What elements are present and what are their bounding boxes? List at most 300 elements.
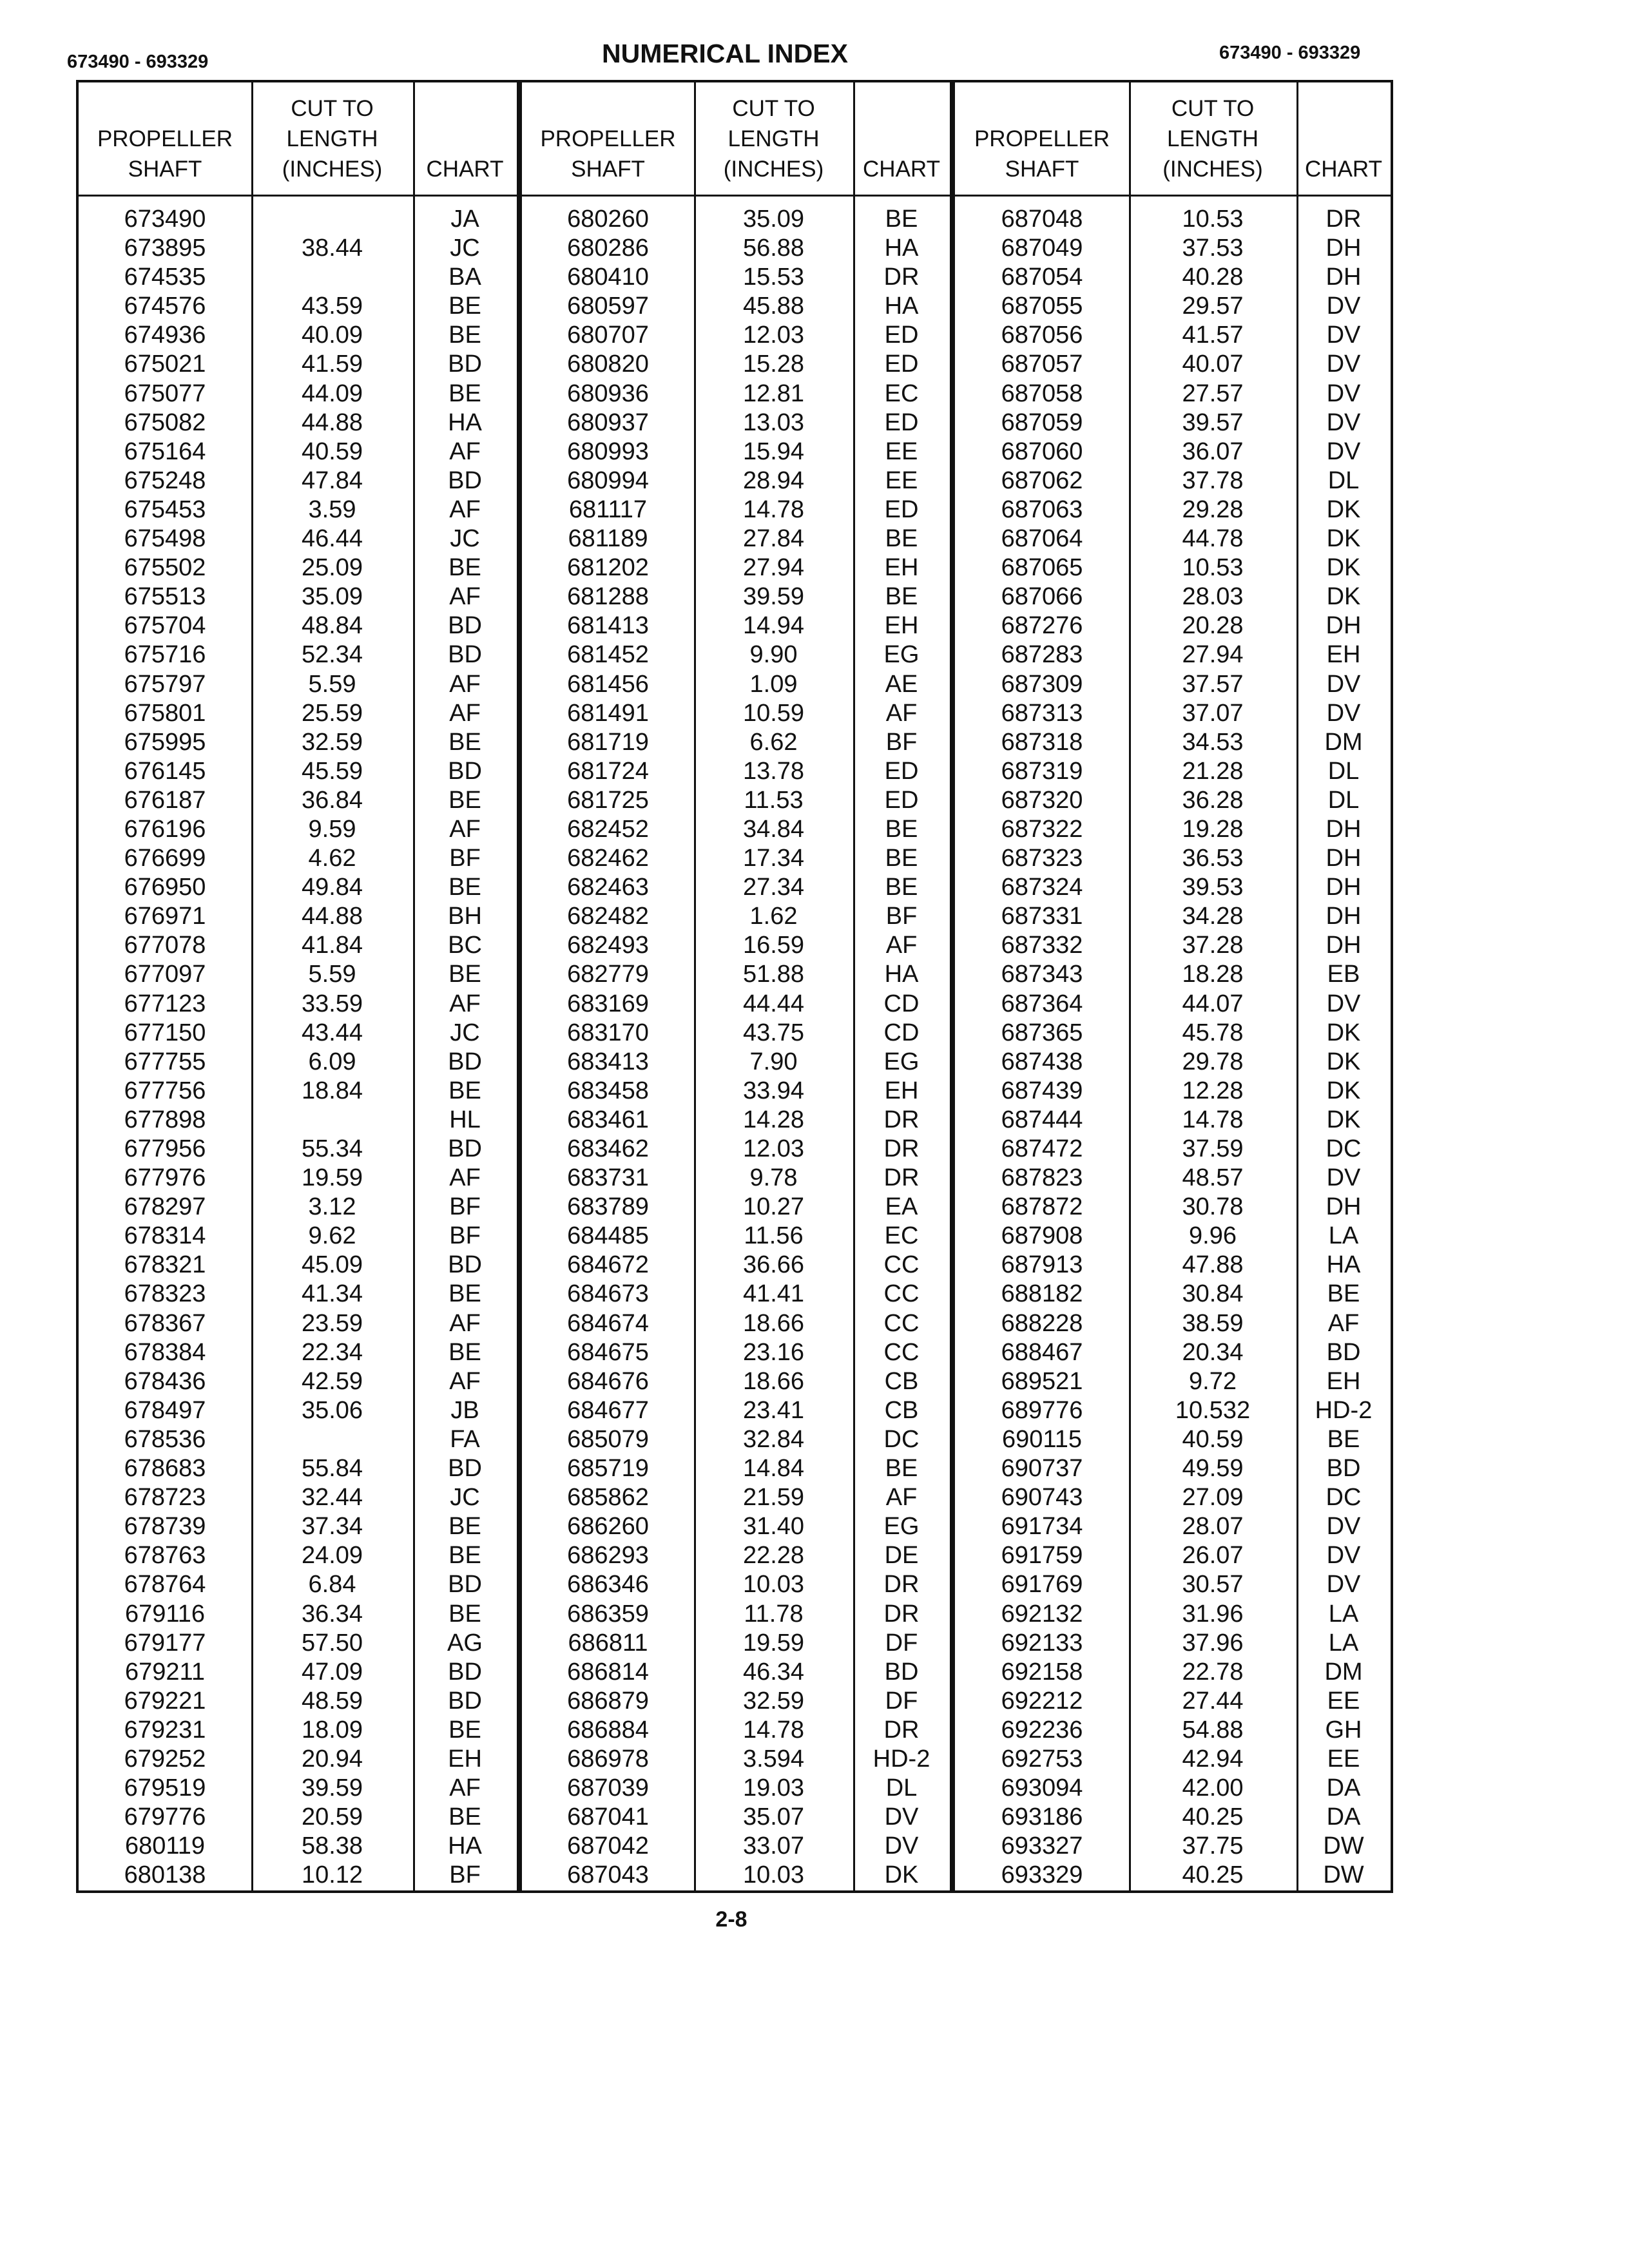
propeller-shaft-cell: 677976 [124, 1164, 206, 1192]
cut-to-length-cell: 1.62 [749, 903, 798, 930]
propeller-shaft-cell: 680993 [567, 437, 649, 465]
propeller-shaft-cell: 673895 [124, 235, 206, 262]
propeller-shaft-cell: 678367 [124, 1309, 206, 1337]
chart-cell: HA [884, 293, 919, 320]
chart-cell: DL [885, 1774, 918, 1802]
chart-cell: JB [450, 1396, 479, 1424]
chart-cell: BE [448, 1803, 481, 1831]
chart-cell: DF [885, 1629, 918, 1657]
cut-to-length-cell: 27.34 [742, 874, 805, 901]
cut-to-length-cell: 10.03 [742, 1571, 805, 1599]
chart-cell: BA [448, 264, 481, 291]
column-cut-to-length [694, 205, 853, 1890]
chart-cell: DV [1326, 1513, 1361, 1541]
propeller-shaft-cell: 674576 [124, 293, 206, 320]
cut-to-length-cell: 19.28 [1182, 815, 1244, 843]
propeller-shaft-cell: 687444 [1001, 1106, 1083, 1133]
chart-cell: BE [448, 874, 481, 901]
chart-cell: BE [448, 1513, 481, 1541]
propeller-shaft-cell: 678321 [124, 1251, 206, 1279]
cut-to-length-cell: 30.78 [1182, 1193, 1244, 1221]
propeller-shaft-cell: 687318 [1001, 728, 1083, 756]
cut-to-length-cell: 48.59 [301, 1687, 363, 1715]
chart-cell: BE [448, 1338, 481, 1366]
chart-cell: DV [1326, 670, 1361, 698]
cut-to-length-cell: 18.28 [1182, 961, 1244, 988]
propeller-shaft-cell: 690737 [1001, 1455, 1083, 1483]
header-chart: CHART [1305, 157, 1382, 182]
cut-to-length-cell: 40.59 [301, 437, 363, 465]
cut-to-length-cell: 33.07 [742, 1832, 805, 1860]
propeller-shaft-cell: 679221 [124, 1687, 206, 1715]
chart-cell: DR [883, 1135, 920, 1162]
cut-to-length-cell: 28.03 [1182, 583, 1244, 611]
chart-cell: DW [1323, 1832, 1364, 1860]
cut-to-length-cell: 14.78 [742, 1716, 805, 1744]
chart-cell: DV [1326, 990, 1361, 1017]
cut-to-length-cell: 42.00 [1182, 1774, 1244, 1802]
propeller-shaft-cell: 681724 [567, 757, 649, 785]
propeller-shaft-cell: 687438 [1001, 1048, 1083, 1075]
propeller-shaft-cell: 675797 [124, 670, 206, 698]
cut-to-length-cell: 58.38 [301, 1832, 363, 1860]
column-propeller-shaft [955, 205, 1129, 1890]
cut-to-length-cell: 36.66 [742, 1251, 805, 1279]
chart-cell: BE [885, 525, 918, 553]
chart-cell: EH [884, 1077, 919, 1104]
chart-cell: DH [1325, 264, 1362, 291]
cut-to-length-cell: 15.53 [742, 264, 805, 291]
cut-to-length-cell: 30.84 [1182, 1280, 1244, 1308]
cut-to-length-cell: 27.94 [1182, 641, 1244, 669]
chart-cell: ED [884, 786, 919, 814]
chart-cell: BE [448, 1716, 481, 1744]
chart-cell: LA [1328, 1222, 1359, 1250]
cut-to-length-cell: 27.94 [742, 554, 805, 582]
cut-to-length-cell [251, 205, 413, 234]
cut-to-length-cell: 5.59 [308, 670, 356, 698]
cut-to-length-cell: 41.34 [301, 1280, 363, 1308]
cut-to-length-cell: 28.94 [742, 466, 805, 494]
cut-to-length-cell: 23.16 [742, 1338, 805, 1366]
cut-to-length-cell: 35.09 [301, 583, 363, 611]
propeller-shaft-cell: 680119 [125, 1832, 205, 1860]
propeller-shaft-cell: 687065 [1001, 554, 1083, 582]
propeller-shaft-cell: 678723 [124, 1484, 206, 1512]
chart-cell: BF [449, 1222, 481, 1250]
chart-cell: EH [884, 612, 919, 640]
propeller-shaft-cell: 678497 [124, 1396, 206, 1424]
cut-to-length-cell: 12.81 [742, 380, 805, 407]
chart-cell: DA [1326, 1774, 1361, 1802]
propeller-shaft-cell: 679177 [124, 1629, 206, 1657]
cut-to-length-cell: 9.59 [308, 815, 356, 843]
propeller-shaft-cell: 693094 [1001, 1774, 1083, 1802]
propeller-shaft-cell: 689776 [1001, 1396, 1083, 1424]
propeller-shaft-cell: 686359 [567, 1600, 649, 1628]
propeller-shaft-cell: 687049 [1001, 235, 1083, 262]
propeller-shaft-cell: 687343 [1001, 961, 1083, 988]
chart-cell: BD [1326, 1338, 1361, 1366]
propeller-shaft-cell: 687055 [1001, 293, 1083, 320]
chart-cell: BE [1327, 1425, 1360, 1453]
propeller-shaft-cell: 687324 [1001, 874, 1083, 901]
propeller-shaft-cell: 687058 [1001, 380, 1083, 407]
chart-cell: GH [1325, 1716, 1362, 1744]
cut-to-length-cell: 39.59 [301, 1774, 363, 1802]
page-title: NUMERICAL INDEX [602, 39, 848, 68]
cut-to-length-cell: 12.03 [742, 322, 805, 349]
column-propeller-shaft [522, 205, 694, 1890]
propeller-shaft-cell: 680410 [567, 264, 649, 291]
chart-cell: AF [449, 699, 481, 727]
chart-cell: AF [885, 932, 918, 959]
chart-cell: CC [883, 1309, 920, 1337]
propeller-shaft-cell: 681491 [567, 699, 649, 727]
cut-to-length-cell: 45.78 [1182, 1019, 1244, 1046]
propeller-shaft-cell: 673490 [124, 206, 206, 233]
cut-to-length-cell: 27.09 [1182, 1484, 1244, 1512]
cut-to-length-cell: 34.84 [742, 815, 805, 843]
column-cut-to-length [251, 205, 413, 1890]
cut-to-length-cell: 40.25 [1182, 1861, 1244, 1889]
chart-cell: BD [448, 1251, 482, 1279]
propeller-shaft-cell: 687913 [1001, 1251, 1083, 1279]
propeller-shaft-cell: 675716 [124, 641, 206, 669]
chart-cell: DE [884, 1542, 919, 1570]
chart-cell: DR [883, 1716, 920, 1744]
chart-cell: AF [885, 699, 918, 727]
cut-to-length-cell: 18.84 [301, 1077, 363, 1104]
propeller-shaft-cell: 675498 [124, 525, 206, 553]
propeller-shaft-cell: 676699 [124, 845, 206, 872]
cut-to-length-cell: 29.28 [1182, 495, 1244, 523]
cut-to-length-cell: 14.94 [742, 612, 805, 640]
chart-cell: EA [885, 1193, 918, 1221]
cut-to-length-cell: 51.88 [742, 961, 805, 988]
chart-cell: DL [1327, 466, 1360, 494]
cut-to-length-cell: 15.28 [742, 351, 805, 378]
cut-to-length-cell: 3.59 [308, 495, 356, 523]
header-cut-to-length: CUT TO LENGTH (INCHES) [723, 96, 824, 182]
chart-cell: AF [885, 1484, 918, 1512]
chart-cell: DK [1326, 1048, 1361, 1075]
propeller-shaft-cell: 691734 [1001, 1513, 1083, 1541]
propeller-shaft-cell: 687276 [1001, 612, 1083, 640]
block-divider [950, 82, 955, 1890]
chart-cell: BD [448, 1571, 482, 1599]
cut-to-length-cell: 34.53 [1182, 728, 1244, 756]
chart-cell: BE [448, 293, 481, 320]
header-cut-to-length: CUT TO LENGTH (INCHES) [1162, 96, 1263, 182]
propeller-shaft-cell: 678436 [124, 1367, 206, 1395]
propeller-shaft-cell: 687323 [1001, 845, 1083, 872]
cut-to-length-cell: 35.06 [301, 1396, 363, 1424]
propeller-shaft-cell: 675453 [124, 495, 206, 523]
cut-to-length-cell: 35.09 [742, 206, 805, 233]
chart-cell: DL [1327, 786, 1360, 814]
chart-cell: EE [1327, 1687, 1360, 1715]
propeller-shaft-cell: 685079 [567, 1425, 649, 1453]
propeller-shaft-cell: 683170 [567, 1019, 649, 1046]
propeller-shaft-cell: 687872 [1001, 1193, 1083, 1221]
propeller-shaft-cell: 680286 [567, 235, 649, 262]
propeller-shaft-cell: 688467 [1001, 1338, 1083, 1366]
cut-to-length-cell: 57.50 [301, 1629, 363, 1657]
cut-to-length-cell: 32.84 [742, 1425, 805, 1453]
chart-cell: DM [1324, 728, 1363, 756]
header-divider [79, 195, 1391, 197]
chart-cell: DF [885, 1687, 918, 1715]
chart-cell: BE [448, 322, 481, 349]
chart-cell: AF [449, 1774, 481, 1802]
cut-to-length-cell: 44.07 [1182, 990, 1244, 1017]
chart-cell: AG [447, 1629, 483, 1657]
chart-cell: DK [1326, 1019, 1361, 1046]
chart-cell: DH [1325, 932, 1362, 959]
propeller-shaft-cell: 675077 [124, 380, 206, 407]
propeller-shaft-cell: 687063 [1001, 495, 1083, 523]
cut-to-length-cell: 10.03 [742, 1861, 805, 1889]
cut-to-length-cell: 23.59 [301, 1309, 363, 1337]
propeller-shaft-cell: 680936 [567, 380, 649, 407]
propeller-shaft-cell: 688228 [1001, 1309, 1083, 1337]
propeller-shaft-cell: 692133 [1001, 1629, 1083, 1657]
cut-to-length-cell: 33.59 [301, 990, 363, 1017]
cut-to-length-cell: 29.57 [1182, 293, 1244, 320]
propeller-shaft-cell: 687309 [1001, 670, 1083, 698]
propeller-shaft-cell: 687043 [567, 1861, 649, 1889]
chart-cell: EC [884, 380, 919, 407]
chart-cell: AF [1327, 1309, 1360, 1337]
chart-cell: BE [448, 1280, 481, 1308]
chart-cell: DK [1326, 495, 1361, 523]
chart-cell: DV [1326, 293, 1361, 320]
chart-cell: AF [449, 990, 481, 1017]
chart-cell: BD [448, 1687, 482, 1715]
chart-cell: HA [884, 235, 919, 262]
propeller-shaft-cell: 687319 [1001, 757, 1083, 785]
cut-to-length-cell: 48.84 [301, 612, 363, 640]
header-chart: CHART [426, 157, 504, 182]
chart-cell: JC [450, 525, 480, 553]
cut-to-length-cell: 6.09 [308, 1048, 356, 1075]
chart-cell: AF [449, 670, 481, 698]
propeller-shaft-cell: 684485 [567, 1222, 649, 1250]
chart-cell: BD [884, 1658, 919, 1686]
propeller-shaft-cell: 687322 [1001, 815, 1083, 843]
propeller-shaft-cell: 687060 [1001, 437, 1083, 465]
chart-cell: AF [449, 815, 481, 843]
cut-to-length-cell: 25.09 [301, 554, 363, 582]
chart-cell: BE [448, 380, 481, 407]
cut-to-length-cell: 42.94 [1182, 1745, 1244, 1773]
chart-cell: DH [1325, 235, 1362, 262]
cut-to-length-cell: 19.59 [301, 1164, 363, 1192]
propeller-shaft-cell: 675021 [124, 351, 206, 378]
propeller-shaft-cell: 677078 [124, 932, 206, 959]
chart-cell: HA [448, 1832, 482, 1860]
chart-cell: BD [448, 1658, 482, 1686]
cut-to-length-cell: 10.59 [742, 699, 805, 727]
propeller-shaft-cell: 687041 [567, 1803, 649, 1831]
cut-to-length-cell: 10.27 [742, 1193, 805, 1221]
chart-cell: DV [1326, 1542, 1361, 1570]
chart-cell: BD [448, 1455, 482, 1483]
cut-to-length-cell: 19.03 [742, 1774, 805, 1802]
propeller-shaft-cell: 682452 [567, 815, 649, 843]
chart-cell: HD-2 [1315, 1396, 1373, 1424]
chart-cell: DR [883, 1571, 920, 1599]
column-chart [413, 205, 517, 1890]
propeller-shaft-cell: 684675 [567, 1338, 649, 1366]
chart-cell: DV [1326, 380, 1361, 407]
chart-cell: BD [448, 1135, 482, 1162]
propeller-shaft-cell: 686811 [568, 1629, 648, 1657]
propeller-shaft-cell: 676950 [124, 874, 206, 901]
chart-cell: DK [1326, 583, 1361, 611]
propeller-shaft-cell: 686814 [567, 1658, 649, 1686]
chart-cell: CD [883, 990, 920, 1017]
chart-cell: BE [448, 728, 481, 756]
chart-cell: CB [884, 1367, 919, 1395]
chart-cell: EH [448, 1745, 482, 1773]
chart-cell: CD [883, 1019, 920, 1046]
propeller-shaft-cell: 675164 [124, 437, 206, 465]
header-propeller-shaft: PROPELLER SHAFT [97, 126, 233, 182]
chart-cell: HL [449, 1106, 481, 1133]
propeller-shaft-cell: 678323 [124, 1280, 206, 1308]
cut-to-length-cell: 39.53 [1182, 874, 1244, 901]
cut-to-length-cell: 45.09 [301, 1251, 363, 1279]
chart-cell: HD-2 [872, 1745, 930, 1773]
chart-cell: DR [883, 1600, 920, 1628]
chart-cell: JC [450, 1019, 480, 1046]
cut-to-length-cell: 37.53 [1182, 235, 1244, 262]
cut-to-length-cell: 44.78 [1182, 525, 1244, 553]
cut-to-length-cell: 41.57 [1182, 322, 1244, 349]
propeller-shaft-cell: 687823 [1001, 1164, 1083, 1192]
chart-cell: FA [450, 1425, 480, 1453]
propeller-shaft-cell: 683462 [567, 1135, 649, 1162]
propeller-shaft-cell: 687066 [1001, 583, 1083, 611]
cut-to-length-cell: 37.34 [301, 1513, 363, 1541]
chart-cell: JC [450, 1484, 480, 1512]
propeller-shaft-cell: 683789 [567, 1193, 649, 1221]
cut-to-length-cell: 20.59 [301, 1803, 363, 1831]
propeller-shaft-cell: 677898 [124, 1106, 206, 1133]
propeller-shaft-cell: 675248 [124, 466, 206, 494]
chart-cell: DV [1326, 322, 1361, 349]
propeller-shaft-cell: 681202 [567, 554, 649, 582]
cut-to-length-cell: 4.62 [308, 845, 356, 872]
propeller-shaft-cell: 684672 [567, 1251, 649, 1279]
propeller-shaft-cell: 684676 [567, 1367, 649, 1395]
cut-to-length-cell: 42.59 [301, 1367, 363, 1395]
cut-to-length-cell: 9.96 [1189, 1222, 1237, 1250]
chart-cell: BD [448, 641, 482, 669]
chart-cell: BE [448, 1077, 481, 1104]
chart-cell: BE [885, 845, 918, 872]
chart-cell: DK [1326, 1077, 1361, 1104]
chart-cell: BD [448, 466, 482, 494]
cut-to-length-cell: 47.84 [301, 466, 363, 494]
propeller-shaft-cell: 680994 [567, 466, 649, 494]
cut-to-length-cell: 49.84 [301, 874, 363, 901]
cut-to-length-cell: 20.28 [1182, 612, 1244, 640]
cut-to-length-cell: 39.57 [1182, 408, 1244, 436]
cut-to-length-cell: 5.59 [308, 961, 356, 988]
column-propeller-shaft [79, 205, 251, 1890]
cut-to-length-cell: 40.28 [1182, 264, 1244, 291]
cut-to-length-cell: 14.28 [742, 1106, 805, 1133]
propeller-shaft-cell: 689521 [1001, 1367, 1083, 1395]
cut-to-length-cell [251, 263, 413, 292]
chart-cell: BD [448, 1048, 482, 1075]
propeller-shaft-cell: 688182 [1001, 1280, 1083, 1308]
propeller-shaft-cell: 692753 [1001, 1745, 1083, 1773]
chart-cell: AE [885, 670, 918, 698]
propeller-shaft-cell: 693327 [1001, 1832, 1083, 1860]
cut-to-length-cell: 36.53 [1182, 845, 1244, 872]
cut-to-length-cell: 43.44 [301, 1019, 363, 1046]
chart-cell: LA [1328, 1600, 1359, 1628]
header-range-right: 673490 - 693329 [1219, 43, 1361, 63]
propeller-shaft-cell: 681117 [568, 495, 648, 523]
header-cut-to-length: CUT TO LENGTH (INCHES) [282, 96, 383, 182]
propeller-shaft-cell: 679519 [124, 1774, 206, 1802]
chart-cell: DK [884, 1861, 919, 1889]
propeller-shaft-cell: 686346 [567, 1571, 649, 1599]
cut-to-length-cell: 13.78 [742, 757, 805, 785]
chart-cell: ED [884, 322, 919, 349]
cut-to-length-cell: 9.78 [749, 1164, 798, 1192]
propeller-shaft-cell: 681288 [567, 583, 649, 611]
propeller-shaft-cell: 687908 [1001, 1222, 1083, 1250]
cut-to-length-cell: 40.07 [1182, 351, 1244, 378]
cut-to-length-cell: 37.78 [1182, 466, 1244, 494]
chart-cell: BD [448, 757, 482, 785]
chart-cell: AF [449, 1164, 481, 1192]
propeller-shaft-cell: 678384 [124, 1338, 206, 1366]
propeller-shaft-cell: 687042 [567, 1832, 649, 1860]
cut-to-length-cell: 22.34 [301, 1338, 363, 1366]
propeller-shaft-cell: 677123 [124, 990, 206, 1017]
cut-to-length-cell: 24.09 [301, 1542, 363, 1570]
propeller-shaft-cell: 678739 [124, 1513, 206, 1541]
propeller-shaft-cell: 676971 [124, 903, 206, 930]
chart-cell: DV [1326, 408, 1361, 436]
chart-cell: EH [884, 554, 919, 582]
cut-to-length-cell: 37.07 [1182, 699, 1244, 727]
propeller-shaft-cell: 680260 [567, 206, 649, 233]
chart-cell: BF [885, 903, 918, 930]
chart-cell: AF [449, 437, 481, 465]
cut-to-length-cell: 11.78 [744, 1600, 804, 1628]
cut-to-length-cell: 36.84 [301, 786, 363, 814]
cut-to-length-cell: 14.78 [742, 495, 805, 523]
cut-to-length-cell: 17.34 [742, 845, 805, 872]
chart-cell: AF [449, 495, 481, 523]
propeller-shaft-cell: 677755 [124, 1048, 206, 1075]
cut-to-length-cell: 1.09 [749, 670, 798, 698]
chart-cell: BE [448, 554, 481, 582]
chart-cell: BF [449, 1861, 481, 1889]
cut-to-length-cell: 13.03 [742, 408, 805, 436]
propeller-shaft-cell: 691769 [1001, 1571, 1083, 1599]
chart-cell: HA [884, 961, 919, 988]
cut-to-length-cell: 37.57 [1182, 670, 1244, 698]
